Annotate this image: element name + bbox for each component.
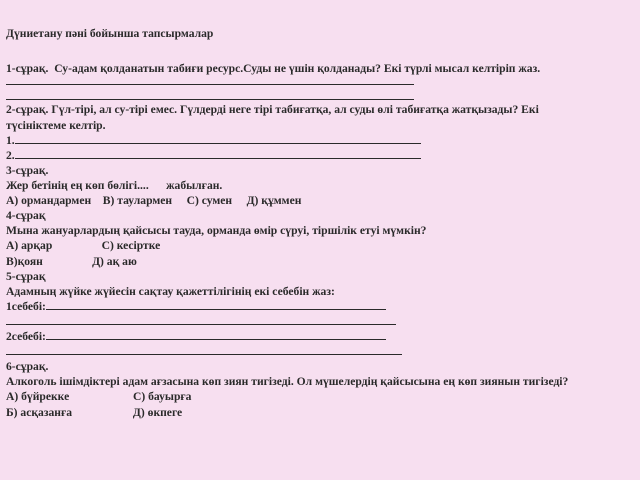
question-5-reason-2	[6, 330, 632, 344]
question-4-options-row-1: А) арқар С) кесіртке	[6, 239, 161, 252]
question-2-answer-1	[6, 134, 632, 148]
answer-1-blank	[15, 134, 421, 144]
question-1-answer-line-2	[6, 99, 414, 100]
question-3-options: А) ормандармен В) таулармен С) сумен Д) құммен	[6, 194, 302, 207]
question-2-text-line-1: 2-сұрақ. Гүл-тірі, ал су-тірі емес. Гүлдерді неге тірі табиғатқа, ал суды өлі табиғатқа жатқызады? Екі	[6, 103, 539, 116]
reason-1-label: 1себебі:	[6, 300, 46, 313]
question-3-text: Жер бетінің ең көп бөлігі.... жабылған.	[6, 179, 223, 192]
reason-2-blank	[46, 330, 386, 340]
answer-1-label: 1.	[6, 134, 15, 147]
question-6-options-row-2: Б) асқазанға Д) өкпеге	[6, 406, 183, 419]
question-5-text: Адамның жүйке жүйесін сақтау қажеттілігінің екі себебін жаз:	[6, 285, 335, 298]
question-3-title: 3-сұрақ.	[6, 164, 49, 177]
reason-2-label: 2себебі:	[6, 330, 46, 343]
question-4-options-row-2: В)қоян Д) ақ аю	[6, 255, 137, 268]
question-2-text-line-2: түсініктеме келтір.	[6, 119, 106, 132]
reason-2-extra-line	[6, 354, 402, 355]
question-4-text: Мына жануарлардың қайсысы тауда, орманда өмір сүруі, тіршілік етуі мүмкін?	[6, 224, 427, 237]
question-6-options-row-1: А) бүйрекке С) бауырға	[6, 390, 192, 403]
question-4-title: 4-сұрақ	[6, 209, 46, 222]
question-2-answer-2	[6, 149, 632, 163]
question-5-reason-1	[6, 300, 632, 314]
reason-1-extra-line	[6, 324, 396, 325]
question-6-text: Алкоголь ішімдіктері адам ағзасына көп зиян тигізеді. Ол мүшелердің қайсысына ең көп зиянын тигізеді?	[6, 375, 569, 388]
answer-2-blank	[15, 149, 421, 159]
question-1-answer-line-1	[6, 84, 414, 85]
reason-1-blank	[46, 300, 386, 310]
question-6-title: 6-сұрақ.	[6, 360, 49, 373]
page-title: Дүниетану пәні бойынша тапсырмалар	[6, 27, 214, 40]
answer-2-label: 2.	[6, 149, 15, 162]
question-1-text: 1-сұрақ. Су-адам қолданатын табиғи ресурс.Суды не үшін қолданады? Екі түрлі мысал келтіріп жаз.	[6, 62, 541, 75]
question-5-title: 5-сұрақ	[6, 270, 46, 283]
